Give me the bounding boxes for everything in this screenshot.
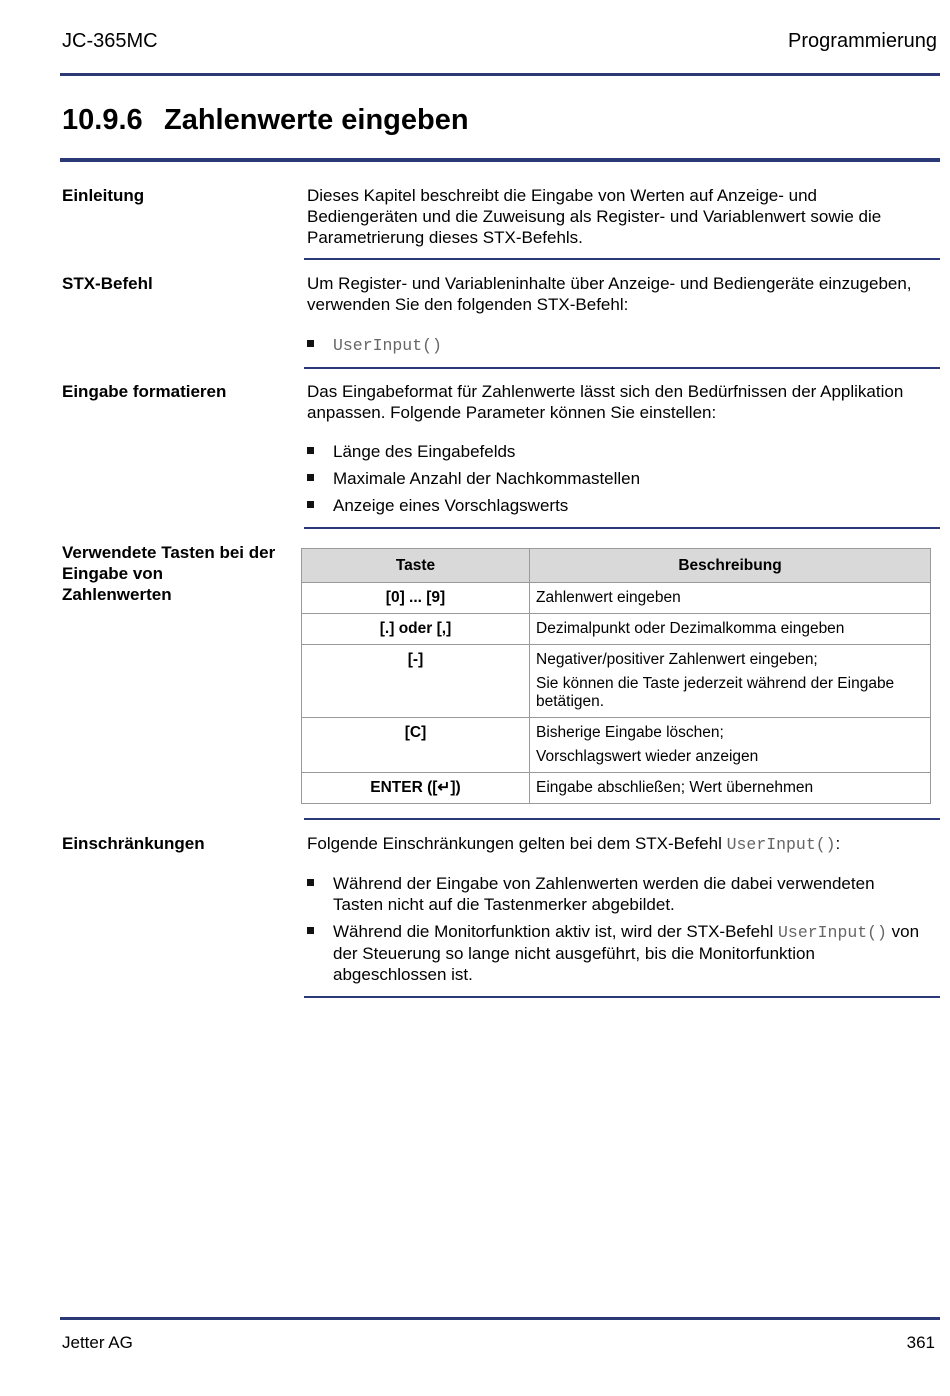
description-text: Eingabe abschließen; Wert übernehmen <box>536 779 814 796</box>
footer-rule <box>60 1317 940 1320</box>
description-cell <box>530 718 931 773</box>
code-userinput: UserInput() <box>333 336 442 355</box>
code-userinput: UserInput() <box>778 923 887 942</box>
header-chapter: Programmierung <box>788 30 937 52</box>
intro-text: Dieses Kapitel beschreibt die Eingabe von Werten auf Anzeige- und Bediengeräten und die Zuweisung als Register- und Variablenwert sowie die Parametrierung dieses STX-Befehls. <box>307 186 882 247</box>
section-divider <box>304 527 940 529</box>
table-row <box>302 773 931 804</box>
column-header-description: Beschreibung <box>530 549 931 583</box>
format-text: Das Eingabeformat für Zahlenwerte lässt sich den Bedürfnissen der Applikation anpassen. Folgende Parameter können Sie einstellen: <box>307 382 904 422</box>
key-cell: [.] oder [,] <box>302 614 530 645</box>
section-divider <box>304 996 940 998</box>
header-rule <box>60 73 940 76</box>
list-item <box>307 921 927 985</box>
list-item <box>307 468 927 489</box>
column-header-key: Taste <box>302 549 530 583</box>
table-row <box>302 718 931 773</box>
limits-bullet-1: Während der Eingabe von Zahlenwerten werden die dabei verwendeten Tasten nicht auf die Tastenmerker abgebildet. <box>333 874 875 914</box>
list-item <box>307 873 927 915</box>
key-cell: ENTER ([↵]) <box>302 773 530 804</box>
description-note: Sie können die Taste jederzeit während der Eingabe betätigen. <box>536 675 895 710</box>
limits-text <box>307 833 932 855</box>
limits-label: Einschränkungen <box>62 834 205 853</box>
limits-text-part: Folgende Einschränkungen gelten bei dem STX-Befehl <box>307 834 727 853</box>
limits-bullet-2-part: von der Steuerung so lange nicht ausgeführt, bis die Monitorfunktion abgeschlossen ist. <box>333 922 920 984</box>
description-text: Negativer/positiver Zahlenwert eingeben; <box>536 651 818 668</box>
key-cell: [C] <box>302 718 530 773</box>
description-cell <box>530 583 931 614</box>
table-row <box>302 614 931 645</box>
description-text: Bisherige Eingabe löschen; <box>536 724 724 741</box>
key-cell: [-] <box>302 645 530 718</box>
keys-label: Verwendete Tasten bei der Eingabe von Zahlenwerten <box>62 543 276 604</box>
section-title: Zahlenwerte eingeben <box>164 104 469 136</box>
code-userinput: UserInput() <box>726 835 836 854</box>
table-header-row <box>302 549 931 583</box>
section-divider <box>304 367 940 369</box>
format-bullet-1: Länge des Eingabefelds <box>333 442 516 461</box>
page-number: 361 <box>906 1333 935 1352</box>
section-divider <box>304 818 940 820</box>
bullet-icon <box>307 340 314 347</box>
description-cell <box>530 773 931 804</box>
key-cell: [0] ... [9] <box>302 583 530 614</box>
description-cell <box>530 614 931 645</box>
format-label: Eingabe formatieren <box>62 382 227 401</box>
bullet-icon <box>307 474 314 481</box>
stx-text: Um Register- und Variableninhalte über Anzeige- und Bediengeräte einzugeben, verwenden Sie den folgenden STX-Befehl: <box>307 274 912 314</box>
list-item <box>307 334 927 356</box>
format-bullet-3: Anzeige eines Vorschlagswerts <box>333 496 569 515</box>
limits-text-part: : <box>835 834 841 853</box>
format-bullet-2: Maximale Anzahl der Nachkommastellen <box>333 469 641 488</box>
bullet-icon <box>307 927 314 934</box>
description-text: Zahlenwert eingeben <box>536 589 681 606</box>
intro-label: Einleitung <box>62 186 145 205</box>
page-title <box>62 104 469 137</box>
description-cell <box>530 645 931 718</box>
list-item <box>307 495 927 516</box>
title-rule <box>60 158 940 162</box>
header-product: JC-365MC <box>62 30 158 52</box>
footer-company: Jetter AG <box>62 1333 133 1352</box>
stx-label: STX-Befehl <box>62 274 153 293</box>
list-item <box>307 441 927 462</box>
section-number: 10.9.6 <box>62 104 143 136</box>
description-note: Vorschlagswert wieder anzeigen <box>536 748 759 765</box>
description-text: Dezimalpunkt oder Dezimalkomma eingeben <box>536 620 845 637</box>
section-divider <box>304 258 940 260</box>
keys-table <box>301 548 931 804</box>
limits-bullet-2-part: Während die Monitorfunktion aktiv ist, wird der STX-Befehl <box>333 922 779 941</box>
bullet-icon <box>307 447 314 454</box>
table-row <box>302 583 931 614</box>
table-row <box>302 645 931 718</box>
bullet-icon <box>307 879 314 886</box>
bullet-icon <box>307 501 314 508</box>
